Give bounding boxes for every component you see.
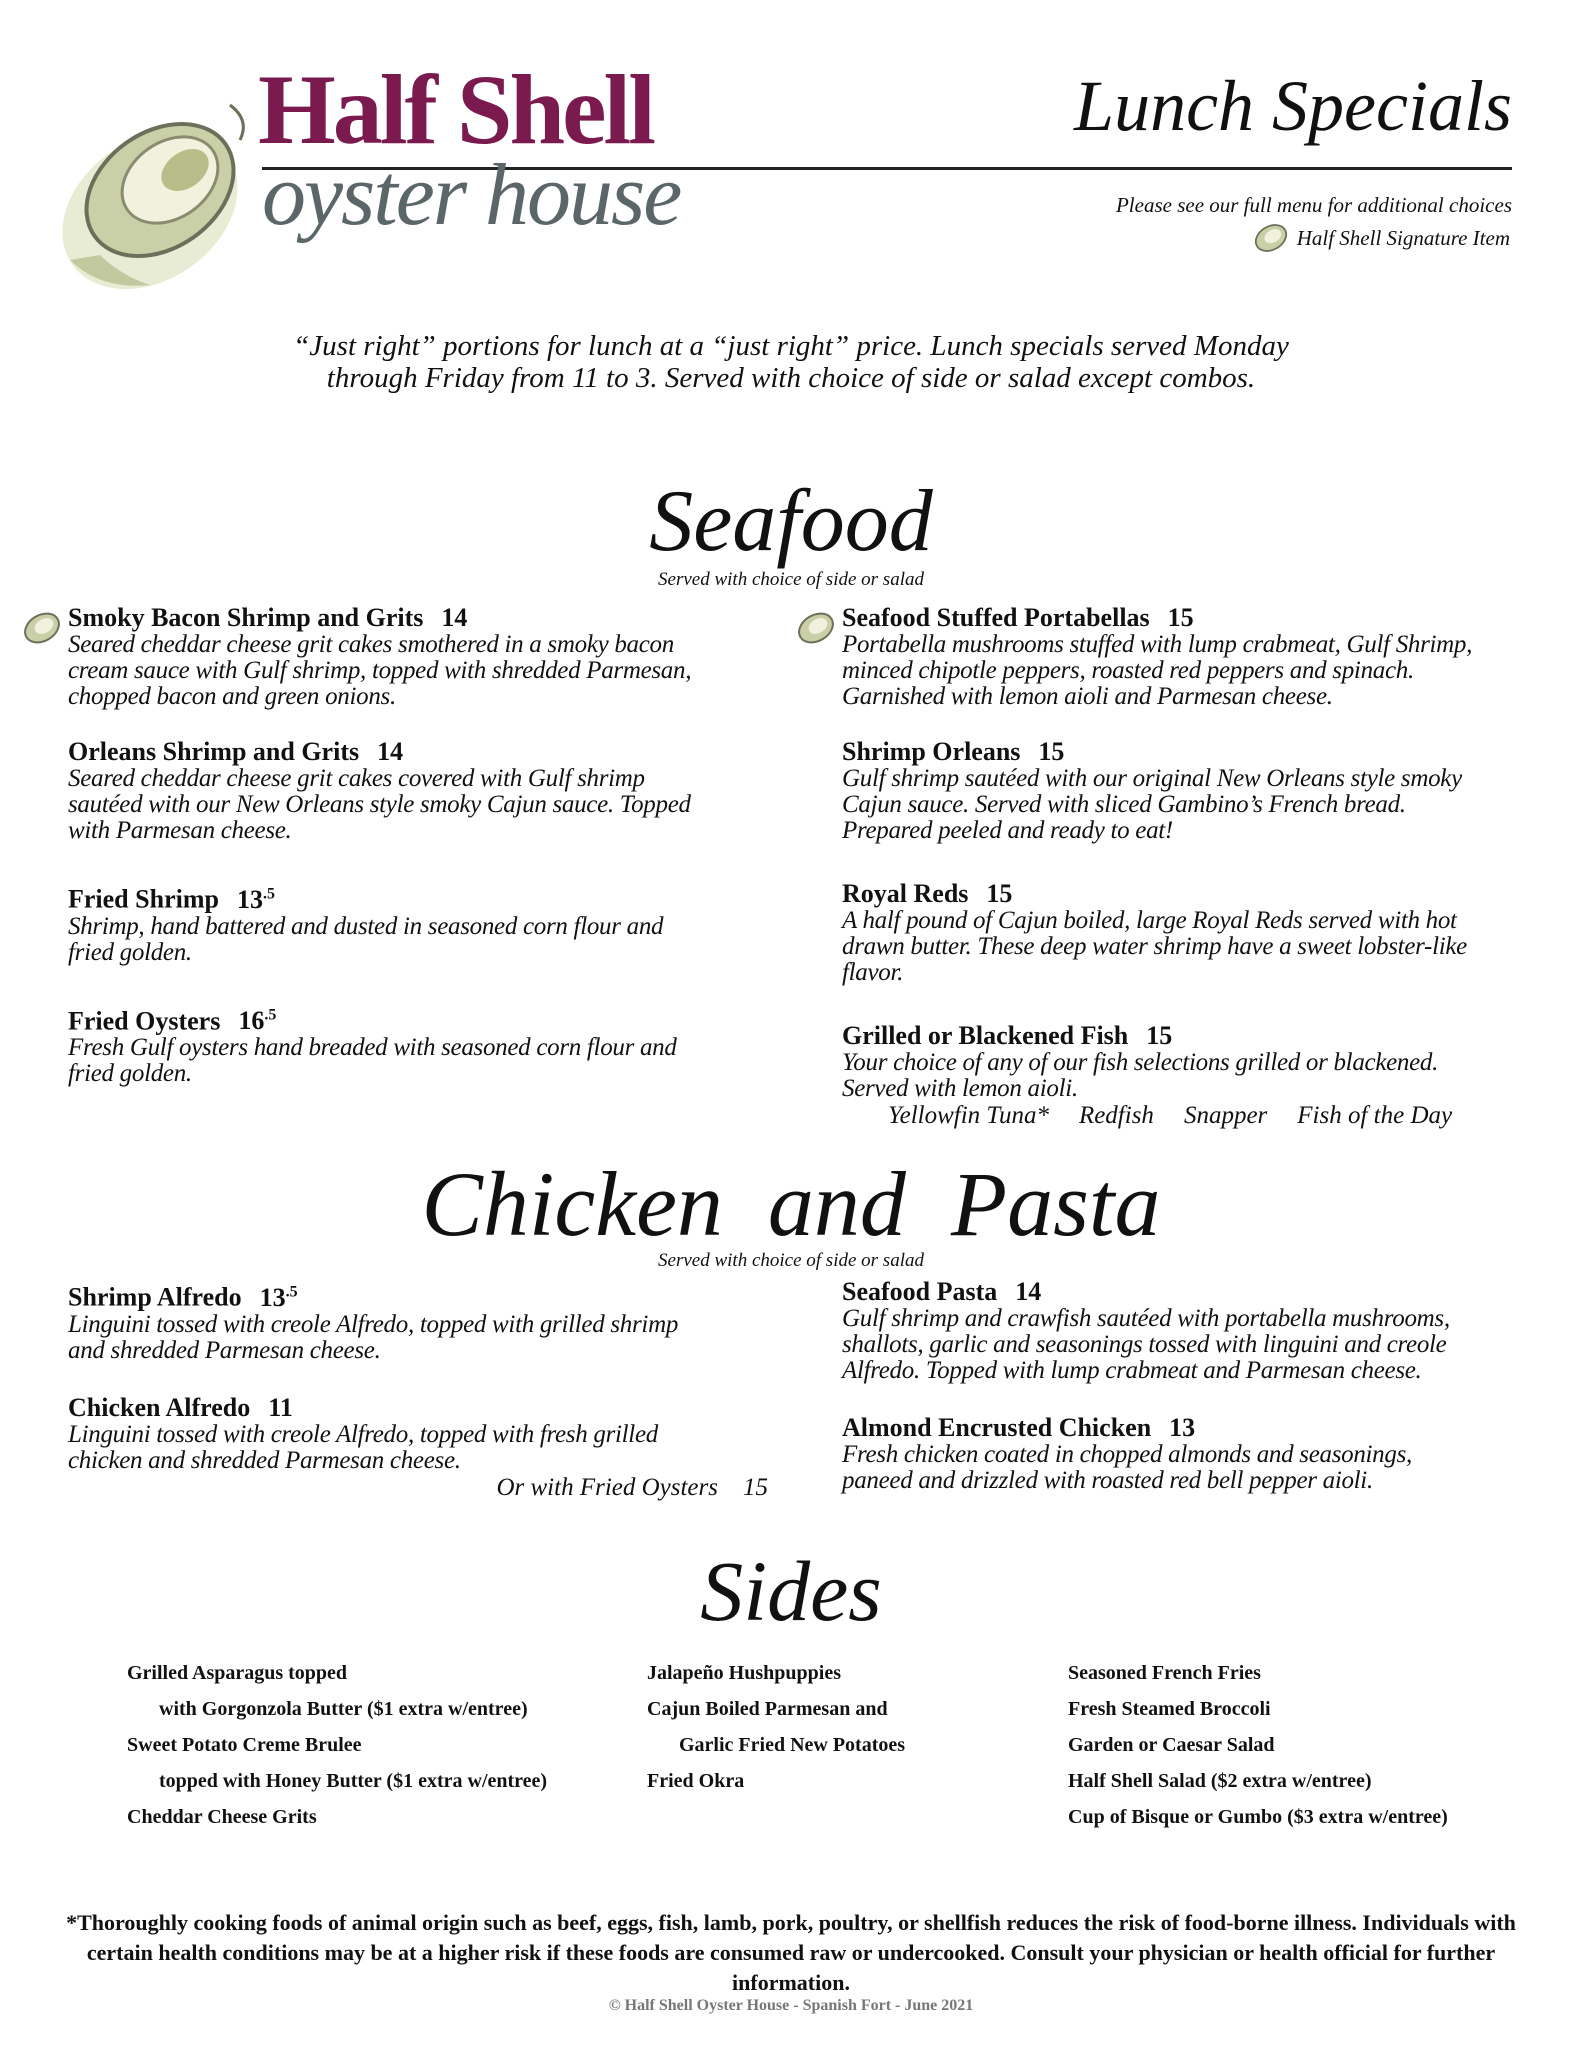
menu-item-name: Fried Shrimp bbox=[68, 884, 219, 914]
menu-item-name: Smoky Bacon Shrimp and Grits bbox=[68, 603, 424, 632]
side-item: Half Shell Salad ($2 extra w/entree) bbox=[1068, 1770, 1372, 1792]
price-value: 14 bbox=[377, 737, 404, 766]
menu-item-title bbox=[842, 1414, 1542, 1442]
chicken-pasta-section-title: Chicken and Pasta bbox=[421, 1153, 1161, 1255]
price-value: 11 bbox=[268, 1392, 293, 1422]
brand-name-top: Half Shell bbox=[258, 54, 654, 165]
menu-item-name: Fried Oysters bbox=[68, 1006, 221, 1036]
menu-item-description: Gulf shrimp and crawfish sautéed with portabella mushrooms, bbox=[842, 1305, 1450, 1332]
menu-item-description: Garnished with lemon aioli and Parmesan cheese. bbox=[842, 683, 1333, 710]
menu-item-price bbox=[1015, 1277, 1041, 1306]
menu-item-description: Prepared peeled and ready to eat! bbox=[842, 817, 1173, 844]
sides-section-title: Sides bbox=[700, 1543, 882, 1639]
side-item-detail: topped with Honey Butter ($1 extra w/entree) bbox=[159, 1770, 548, 1792]
menu-item-description: drawn butter. These deep water shrimp have a sweet lobster-like bbox=[842, 933, 1467, 960]
menu-item-description: minced chipotle peppers, roasted red peppers and spinach. bbox=[842, 657, 1414, 684]
sides-column-2 bbox=[647, 1655, 905, 1799]
menu-item bbox=[842, 1414, 1542, 1494]
food-safety-disclaimer: *Thoroughly cooking foods of animal origin such as beef, eggs, fish, lamb, pork, poultry, or shellfish reduces the risk of food-borne illness. Individuals with certain health conditions may be at a higher risk if these foods are consumed raw or undercooked. Consult your physician or health official for further information. bbox=[66, 1910, 1516, 1995]
menu-item-price bbox=[238, 1006, 276, 1035]
menu-item-title bbox=[68, 880, 768, 914]
menu-item-title bbox=[68, 1394, 768, 1422]
menu-item bbox=[68, 1278, 768, 1364]
fish-option: Yellowfin Tuna* bbox=[888, 1102, 1049, 1129]
price-fraction: .5 bbox=[264, 1006, 277, 1024]
menu-item bbox=[68, 604, 768, 710]
fish-option: Fish of the Day bbox=[1297, 1102, 1453, 1129]
menu-item-title bbox=[68, 604, 768, 632]
seafood-subtitle: Served with choice of side or salad bbox=[658, 569, 924, 590]
fish-option: Redfish bbox=[1078, 1102, 1154, 1129]
side-item: Jalapeño Hushpuppies bbox=[647, 1662, 841, 1684]
fish-option: Snapper bbox=[1183, 1102, 1268, 1129]
side-item: Cheddar Cheese Grits bbox=[127, 1806, 317, 1828]
signature-oyster-icon bbox=[794, 608, 838, 648]
menu-item-name: Almond Encrusted Chicken bbox=[842, 1413, 1152, 1442]
menu-item-description: fried golden. bbox=[68, 938, 192, 966]
side-item-detail: with Gorgonzola Butter ($1 extra w/entree) bbox=[159, 1698, 528, 1720]
menu-item-upgrade: Or with Fried Oysters 15 bbox=[496, 1473, 768, 1501]
price-value: 15 bbox=[1146, 1021, 1173, 1050]
menu-item bbox=[842, 738, 1542, 844]
menu-item-description: flavor. bbox=[842, 959, 904, 986]
menu-item-description: Fresh Gulf oysters hand breaded with seasoned corn flour and bbox=[68, 1034, 677, 1062]
price-fraction: .5 bbox=[285, 1283, 298, 1300]
menu-item-name: Grilled or Blackened Fish bbox=[842, 1021, 1129, 1050]
menu-item-price bbox=[441, 603, 467, 632]
menu-item-price bbox=[237, 885, 275, 914]
price-value: 13 bbox=[236, 884, 263, 914]
page-title: Lunch Specials bbox=[1074, 66, 1512, 146]
price-value: 14 bbox=[441, 603, 468, 632]
menu-item bbox=[68, 1394, 768, 1502]
menu-item-description: Seared cheddar cheese grit cakes smothered in a smoky bacon bbox=[68, 631, 674, 658]
price-value: 13 bbox=[1169, 1413, 1196, 1442]
brand-name-bottom: oyster house bbox=[262, 147, 681, 244]
menu-item-price bbox=[1168, 603, 1194, 632]
menu-item-price bbox=[260, 1283, 298, 1312]
side-item: Garden or Caesar Salad bbox=[1068, 1734, 1275, 1756]
menu-item-name: Shrimp Orleans bbox=[842, 737, 1021, 766]
menu-item-description: with Parmesan cheese. bbox=[68, 817, 292, 844]
menu-item-description: Fresh chicken coated in chopped almonds and seasonings, bbox=[842, 1441, 1412, 1468]
menu-item-title bbox=[842, 1022, 1542, 1050]
menu-item-name: Seafood Pasta bbox=[842, 1277, 998, 1306]
menu-item-title bbox=[842, 1278, 1542, 1306]
menu-item-description: Gulf shrimp sautéed with our original New Orleans style smoky bbox=[842, 765, 1462, 792]
seafood-left-column bbox=[68, 604, 768, 1087]
price-value: 15 bbox=[1038, 737, 1065, 766]
menu-item-title bbox=[68, 1002, 768, 1036]
menu-item-description: Served with lemon aioli. bbox=[842, 1075, 1078, 1102]
side-item: Cup of Bisque or Gumbo ($3 extra w/entree) bbox=[1068, 1806, 1448, 1828]
menu-item bbox=[68, 738, 768, 844]
chicken-pasta-left-column bbox=[68, 1278, 768, 1502]
menu-item bbox=[68, 1002, 768, 1088]
menu-item-title bbox=[842, 880, 1542, 908]
menu-item-name: Chicken Alfredo bbox=[68, 1392, 251, 1422]
price-fraction: .5 bbox=[262, 885, 275, 902]
menu-item-description: paneed and drizzled with roasted red bell pepper aioli. bbox=[842, 1467, 1373, 1494]
menu-item-price bbox=[377, 737, 403, 766]
menu-item-description: chopped bacon and green onions. bbox=[68, 683, 396, 710]
menu-item-description: Portabella mushrooms stuffed with lump crabmeat, Gulf Shrimp, bbox=[842, 631, 1473, 658]
side-item: Fresh Steamed Broccoli bbox=[1068, 1698, 1271, 1720]
chicken-pasta-subtitle: Served with choice of side or salad bbox=[658, 1250, 924, 1271]
seafood-right-column bbox=[842, 604, 1542, 1130]
signature-legend-label: Half Shell Signature Item bbox=[1296, 225, 1510, 250]
sides-column-3 bbox=[1068, 1655, 1448, 1835]
menu-item-price bbox=[1038, 737, 1064, 766]
menu-item-price bbox=[1146, 1021, 1172, 1050]
price-value: 14 bbox=[1015, 1277, 1042, 1306]
menu-item-title bbox=[68, 738, 768, 766]
menu-item-description: Linguini tossed with creole Alfredo, topped with grilled shrimp bbox=[68, 1310, 679, 1338]
sides-column-1 bbox=[127, 1655, 547, 1835]
menu-item-price bbox=[986, 879, 1012, 908]
fish-options bbox=[842, 1102, 1542, 1130]
full-menu-note: Please see our full menu for additional choices bbox=[1115, 193, 1512, 217]
side-item: Fried Okra bbox=[647, 1770, 745, 1792]
menu-item-description: Shrimp, hand battered and dusted in seasoned corn flour and bbox=[68, 912, 664, 940]
signature-oyster-icon bbox=[20, 608, 64, 648]
chicken-pasta-right-column bbox=[842, 1278, 1542, 1494]
menu-item-description: sautéed with our New Orleans style smoky Cajun sauce. Topped bbox=[68, 791, 691, 818]
menu-item bbox=[68, 880, 768, 966]
intro-text bbox=[0, 330, 1582, 394]
menu-item-description: shallots, garlic and seasonings tossed with linguini and creole bbox=[842, 1331, 1447, 1358]
menu-item-description: Alfredo. Topped with lump crabmeat and Parmesan cheese. bbox=[842, 1357, 1422, 1384]
menu-item-name: Royal Reds bbox=[842, 879, 969, 908]
price-value: 15 bbox=[1167, 603, 1194, 632]
intro-line-1: “Just right” portions for lunch at a “just right” price. Lunch specials served Monday bbox=[293, 330, 1289, 362]
signature-oyster-icon bbox=[1251, 220, 1291, 256]
menu-item bbox=[842, 880, 1542, 986]
menu-item-price bbox=[268, 1393, 293, 1422]
side-item: Cajun Boiled Parmesan and bbox=[647, 1698, 888, 1720]
menu-item-description: Linguini tossed with creole Alfredo, topped with fresh grilled bbox=[68, 1420, 658, 1448]
menu-item-description: Cajun sauce. Served with sliced Gambino’s French bread. bbox=[842, 791, 1406, 818]
intro-line-2: through Friday from 11 to 3. Served with choice of side or salad except combos. bbox=[326, 362, 1256, 394]
menu-item-description: and shredded Parmesan cheese. bbox=[68, 1336, 381, 1364]
menu-item-name: Shrimp Alfredo bbox=[68, 1282, 242, 1312]
menu-item bbox=[842, 1022, 1542, 1130]
menu-item-title bbox=[68, 1278, 768, 1312]
menu-item-description: fried golden. bbox=[68, 1060, 192, 1088]
menu-item-price bbox=[1169, 1413, 1195, 1442]
oyster-logo-icon bbox=[40, 60, 270, 310]
menu-item-description: chicken and shredded Parmesan cheese. bbox=[68, 1446, 461, 1474]
seafood-section-title: Seafood bbox=[649, 473, 933, 570]
menu-item-name: Seafood Stuffed Portabellas bbox=[842, 603, 1150, 632]
menu-item-description: A half pound of Cajun boiled, large Royal Reds served with hot bbox=[842, 907, 1457, 934]
price-value: 15 bbox=[986, 879, 1013, 908]
price-value: 13 bbox=[259, 1282, 286, 1312]
side-item-detail: Garlic Fried New Potatoes bbox=[679, 1734, 906, 1756]
side-item: Sweet Potato Creme Brulee bbox=[127, 1734, 362, 1756]
menu-item-name: Orleans Shrimp and Grits bbox=[68, 737, 360, 766]
menu-item-title bbox=[842, 604, 1542, 632]
menu-item-description: Your choice of any of our fish selections grilled or blackened. bbox=[842, 1049, 1439, 1076]
menu-item bbox=[842, 604, 1542, 710]
side-item: Seasoned French Fries bbox=[1068, 1662, 1261, 1684]
price-value: 16 bbox=[238, 1006, 265, 1036]
copyright-notice: © Half Shell Oyster House - Spanish Fort - June 2021 bbox=[608, 1997, 974, 2014]
side-item: Grilled Asparagus topped bbox=[127, 1662, 348, 1684]
menu-item bbox=[842, 1278, 1542, 1384]
signature-legend bbox=[1251, 220, 1510, 256]
menu-item-description: Seared cheddar cheese grit cakes covered with Gulf shrimp bbox=[68, 765, 645, 792]
menu-item-description: cream sauce with Gulf shrimp, topped with shredded Parmesan, bbox=[68, 657, 692, 684]
menu-item-title bbox=[842, 738, 1542, 766]
